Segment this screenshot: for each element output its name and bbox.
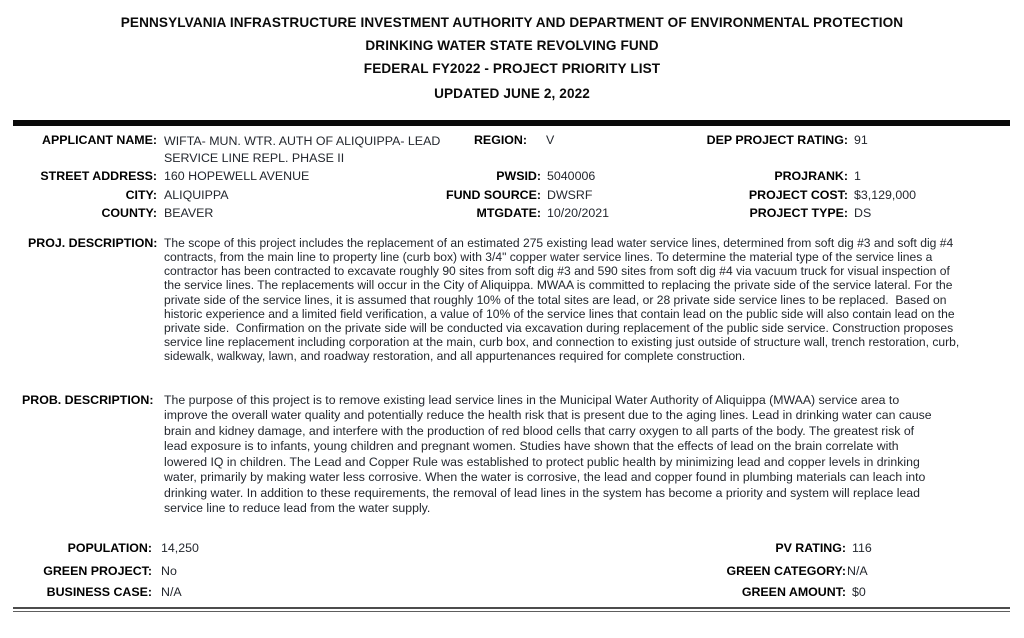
applicant-name-label: APPLICANT NAME: xyxy=(42,133,157,147)
city-value: ALIQUIPPA xyxy=(164,188,229,202)
green-amount-label: GREEN AMOUNT: xyxy=(741,585,846,599)
green-category-label: GREEN CATEGORY: xyxy=(726,564,846,578)
city-label: CITY: xyxy=(125,188,157,202)
title-line-fund: DRINKING WATER STATE REVOLVING FUND xyxy=(365,38,659,53)
pwsid-label: PWSID: xyxy=(496,169,541,183)
fund-source-label: FUND SOURCE: xyxy=(446,188,541,202)
prob-description-label: PROB. DESCRIPTION: xyxy=(22,393,154,407)
region-label: REGION: xyxy=(473,133,527,147)
green-project-label: GREEN PROJECT: xyxy=(43,564,152,578)
county-value: BEAVER xyxy=(164,206,214,220)
mtgdate-value: 10/20/2021 xyxy=(547,206,610,220)
mtgdate-label: MTGDATE: xyxy=(476,206,541,220)
proj-description-text: The scope of this project includes the replacement of an estimated 275 existing lead water service lines, determined from soft dig #3 and soft dig #4 contracts, from the main line to property line (curb box) with 3/4" copper water service lines. To determine the material type of the service lines a contractor has been contracted to excavate roughly 90 sites from soft dig #3 and 590 sites from soft dig #4 via vacuum truck for visual inspection of the service lines. The replacements will occur in the City of Aliquippa. MWAA is committed to replacing the private side of the service lateral. For the private side of the service lines, it is assumed that roughly 10% of the total sites are lead, or 28 private side service lines to be replaced. Based on historic experience and a limited field verification, a value of 10% of the service lines that contain lead on the public side will also contain lead on the private side. Confirmation on the private side will be conducted via excavation during replacement of the public side service. Construction proposes service line replacement including corporation at the main, curb box, and connection to existing just outside of structure wall, trench restoration, curb, sidewalk, walkway, lawn, and roadway restoration, and all appurtenances required for complete construction. xyxy=(164,236,963,364)
prob-description-text: The purpose of this project is to remove existing lead service lines in the Municipal Water Authority of Aliquippa (MWAA) service area to improve the overall water quality and potentially reduce the health risk that is present due to the aging lines. Lead in drinking water can cause brain and kidney damage, and interfere with the production of red blood cells that carry oxygen to all parts of the body. The greatest risk of lead exposure is to infants, young children and pregnant women. Studies have shown that the effects of lead on the brain correlate with lowered IQ in children. The Lead and Copper Rule was established to protect public health by minimizing lead and copper levels in drinking water, primarily by making water less corrosive. When the water is corrosive, the lead and copper found in plumbing materials can leach into drinking water. In addition to these requirements, the removal of lead lines in the system has become a priority and system will replace lead service line to reduce lead from the water supply. xyxy=(164,393,936,516)
bottom-divider-rule-bottom xyxy=(13,611,1010,613)
project-type-value: DS xyxy=(854,206,872,220)
population-label: POPULATION: xyxy=(67,541,152,555)
projrank-value: 1 xyxy=(854,169,861,183)
green-amount-value: $0 xyxy=(852,585,866,599)
pv-rating-label: PV RATING: xyxy=(775,541,846,555)
pv-rating-value: 116 xyxy=(852,541,872,555)
dep-project-rating-value: 91 xyxy=(854,133,868,147)
top-divider-rule xyxy=(13,120,1010,126)
pwsid-value: 5040006 xyxy=(547,169,596,183)
population-value: 14,250 xyxy=(161,541,199,555)
dep-project-rating-label: DEP PROJECT RATING: xyxy=(706,133,848,147)
project-cost-label: PROJECT COST: xyxy=(748,188,848,202)
business-case-label: BUSINESS CASE: xyxy=(46,585,152,599)
green-project-value: No xyxy=(161,564,177,578)
street-address-label: STREET ADDRESS: xyxy=(40,169,157,183)
green-category-value: N/A xyxy=(847,564,868,578)
region-value: V xyxy=(546,133,555,147)
fund-source-value: DWSRF xyxy=(547,188,593,202)
street-address-value: 160 HOPEWELL AVENUE xyxy=(164,169,310,183)
applicant-name-value: WIFTA- MUN. WTR. AUTH OF ALIQUIPPA- LEAD SERVICE LINE REPL. PHASE II xyxy=(164,134,441,165)
county-label: COUNTY: xyxy=(101,206,157,220)
bottom-divider-rule-top xyxy=(13,607,1010,609)
project-cost-value: $3,129,000 xyxy=(854,188,917,202)
proj-description-label: PROJ. DESCRIPTION: xyxy=(28,236,158,250)
business-case-value: N/A xyxy=(161,585,182,599)
title-line-authority: PENNSYLVANIA INFRASTRUCTURE INVESTMENT AUTHORITY AND DEPARTMENT OF ENVIRONMENTAL PROTECTION xyxy=(120,15,904,30)
title-line-updated: UPDATED JUNE 2, 2022 xyxy=(434,86,590,101)
project-type-label: PROJECT TYPE: xyxy=(749,206,848,220)
title-line-program: FEDERAL FY2022 - PROJECT PRIORITY LIST xyxy=(363,61,661,76)
projrank-label: PROJRANK: xyxy=(774,169,848,183)
